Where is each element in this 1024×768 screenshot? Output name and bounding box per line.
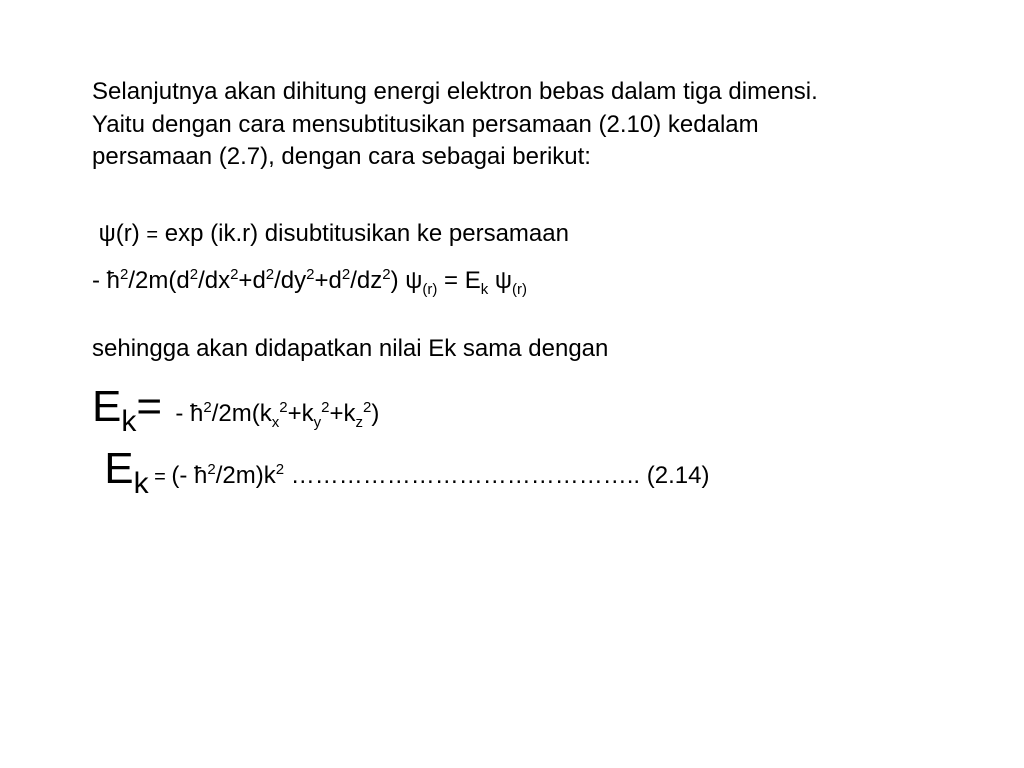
equation-segment: /2m(d xyxy=(128,267,190,294)
equation-segment: 2 xyxy=(275,461,285,478)
equation-segment: 2 xyxy=(306,266,315,283)
equation-segment: ) ψ xyxy=(390,267,423,294)
equation-segment: +k xyxy=(287,400,314,427)
equation-segment: ) xyxy=(371,400,380,427)
equation-segment: …………………………………….. (2.14) xyxy=(284,462,710,489)
equation-segment: = xyxy=(148,466,172,488)
equation-schrodinger xyxy=(92,259,527,306)
equation-segment: 2 xyxy=(321,399,330,416)
equation-segment: 2 xyxy=(265,266,275,283)
equation-segment: 2 xyxy=(203,399,212,416)
equation-segment: 2 xyxy=(189,266,199,283)
equation-segment: E xyxy=(92,382,122,431)
equation-psi xyxy=(92,218,569,251)
equation-segment: +k xyxy=(329,400,356,427)
equation-segment: ψ xyxy=(488,267,512,294)
equation-segment: 2 xyxy=(341,266,351,283)
equation-segment: 2 xyxy=(382,266,391,283)
equation-segment: = xyxy=(136,382,163,431)
equation-segment: = E xyxy=(437,267,481,294)
equation-segment: = xyxy=(146,224,159,246)
equation-segment: k xyxy=(133,467,149,500)
paragraph-line-1: Selanjutnya akan dihitung energi elektron bebas dalam tiga dimensi. xyxy=(92,78,818,105)
equation-segment: 2 xyxy=(279,399,288,416)
equation-segment: /2m)k xyxy=(215,462,276,489)
equation-segment: 2 xyxy=(120,266,129,283)
equation-ek-2 xyxy=(92,446,709,508)
equation-segment: /dy xyxy=(274,267,307,294)
equation-segment: +d xyxy=(314,267,342,294)
equation-segment: (- ħ xyxy=(171,462,208,489)
equation-segment: /dx xyxy=(198,267,231,294)
equation-segment: exp (ik.r) disubtitusikan ke persamaan xyxy=(158,220,569,247)
equation-segment: 2 xyxy=(230,266,239,283)
equation-segment: z xyxy=(355,414,363,431)
equation-segment: /2m(k xyxy=(211,400,272,427)
paragraph-line-2: Yaitu dengan cara mensubtitusikan persamaan (2.10) kedalam xyxy=(92,111,759,138)
equation-segment: 2 xyxy=(207,461,216,478)
equation-segment: k xyxy=(480,281,489,298)
equation-segment: (r) xyxy=(512,281,527,298)
equation-segment: x xyxy=(271,414,280,431)
equation-segment: E xyxy=(92,444,134,493)
equation-segment: - ħ xyxy=(92,267,121,294)
equation-segment: /dz xyxy=(350,267,383,294)
equation-segment: 2 xyxy=(362,399,372,416)
equation-segment: (r) xyxy=(422,281,438,298)
equation-segment: k xyxy=(121,405,137,438)
equation-ek-1 xyxy=(92,384,379,447)
conclusion-text: sehingga akan didapatkan nilai Ek sama dengan xyxy=(92,335,609,362)
paragraph-line-3: persamaan (2.7), dengan cara sebagai berikut: xyxy=(92,143,591,170)
equation-segment: ψ(r) xyxy=(92,220,147,247)
equation-segment: y xyxy=(313,414,322,431)
equation-segment: +d xyxy=(238,267,266,294)
equation-segment: - ħ xyxy=(162,400,204,427)
